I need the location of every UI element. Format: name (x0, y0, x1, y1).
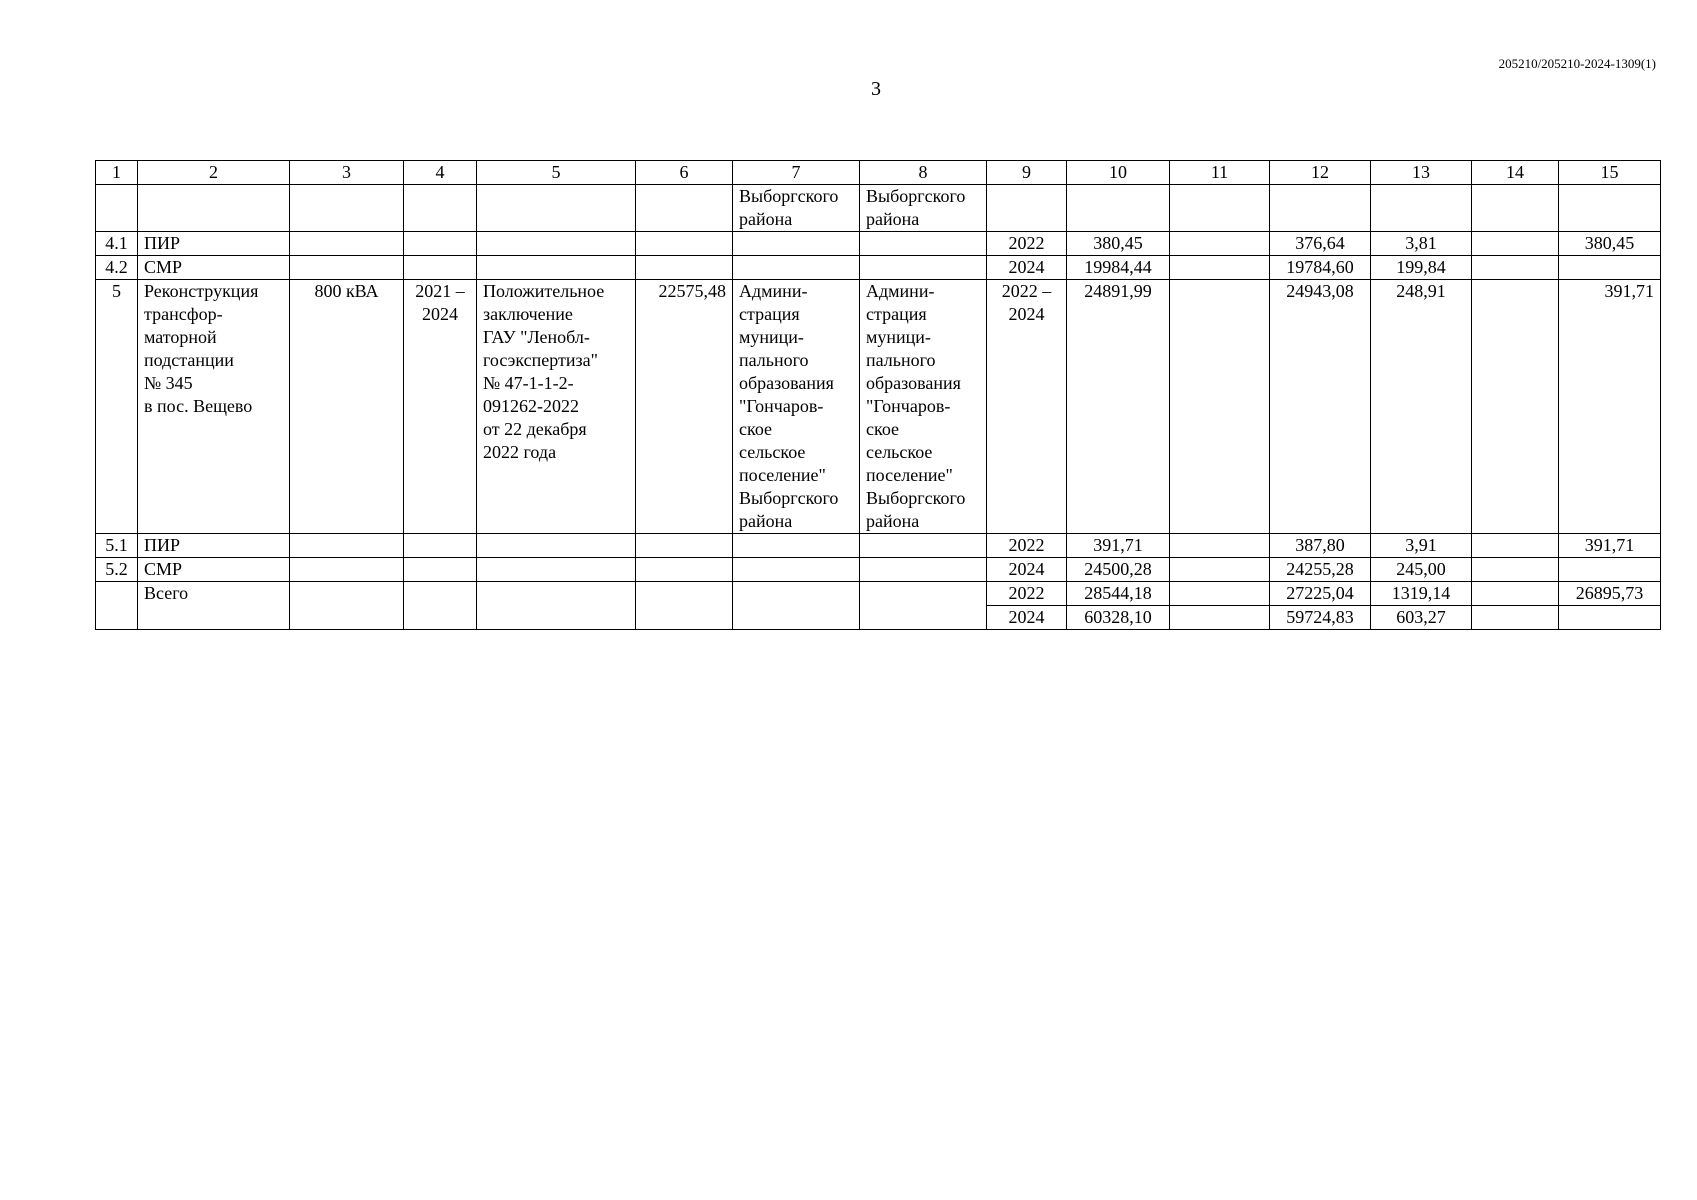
cell-number: 4.2 (96, 256, 138, 280)
cell-col12: 24943,08 (1270, 280, 1371, 534)
cell-developer: Выборгского района (860, 185, 987, 232)
table-row (96, 232, 1661, 256)
cell-col13: 3,91 (1371, 534, 1472, 558)
col-header: 4 (404, 161, 477, 185)
cell-number: 5.1 (96, 534, 138, 558)
cell-year: 2022 – 2024 (987, 280, 1067, 534)
table-row (96, 558, 1661, 582)
cell-col10: 19984,44 (1067, 256, 1170, 280)
col-header: 6 (636, 161, 733, 185)
page-number: 3 (871, 78, 881, 100)
cell-year: 2022 (987, 534, 1067, 558)
cell-number: 5 (96, 280, 138, 534)
document-id: 205210/205210-2024-1309(1) (1498, 56, 1656, 71)
cell-customer: Админи- страция муници- пального образования "Гончаров- ское сельское поселение" Выборгского района (733, 280, 860, 534)
cell-col12: 387,80 (1270, 534, 1371, 558)
cell-col12: 59724,83 (1270, 606, 1371, 630)
cell-col10: 24891,99 (1067, 280, 1170, 534)
cell-col12: 19784,60 (1270, 256, 1371, 280)
program-table (95, 160, 1661, 630)
cell-name: ПИР (138, 534, 290, 558)
col-header: 14 (1472, 161, 1559, 185)
cell-name: ПИР (138, 232, 290, 256)
cell-col13: 245,00 (1371, 558, 1472, 582)
continuation-row (96, 185, 1661, 232)
cell-year: 2024 (987, 606, 1067, 630)
cell-col10: 60328,10 (1067, 606, 1170, 630)
cell-year: 2024 (987, 558, 1067, 582)
cell-col13: 199,84 (1371, 256, 1472, 280)
cell-name: СМР (138, 558, 290, 582)
cell-year: 2024 (987, 256, 1067, 280)
cell-col15: 380,45 (1559, 232, 1661, 256)
col-header: 8 (860, 161, 987, 185)
col-header: 15 (1559, 161, 1661, 185)
cell-period: 2021 – 2024 (404, 280, 477, 534)
column-number-row (96, 161, 1661, 185)
cell-col12: 376,64 (1270, 232, 1371, 256)
cell-total-label: Всего (138, 582, 290, 630)
col-header: 10 (1067, 161, 1170, 185)
cell-col12: 24255,28 (1270, 558, 1371, 582)
col-header: 9 (987, 161, 1067, 185)
col-header: 11 (1170, 161, 1270, 185)
cell-number: 5.2 (96, 558, 138, 582)
cell-col15: 391,71 (1559, 280, 1661, 534)
cell-year: 2022 (987, 582, 1067, 606)
col-header: 12 (1270, 161, 1371, 185)
table-row (96, 280, 1661, 534)
cell-power: 800 кВА (290, 280, 404, 534)
cell-col10: 391,71 (1067, 534, 1170, 558)
cell-col13: 3,81 (1371, 232, 1472, 256)
col-header: 13 (1371, 161, 1472, 185)
cell-year: 2022 (987, 232, 1067, 256)
cell-developer: Админи- страция муници- пального образования "Гончаров- ское сельское поселение" Выборгского района (860, 280, 987, 534)
cell-conclusion: Положительное заключение ГАУ "Ленобл- госэкспертиза" № 47-1-1-2- 091262-2022 от 22 декабря 2022 года (477, 280, 636, 534)
cell-name: Реконструкция трансфор- маторной подстанции № 345 в пос. Вещево (138, 280, 290, 534)
cell-number: 4.1 (96, 232, 138, 256)
cell-col13: 1319,14 (1371, 582, 1472, 606)
cell-col10: 380,45 (1067, 232, 1170, 256)
table-row (96, 534, 1661, 558)
col-header: 2 (138, 161, 290, 185)
cell-col15: 26895,73 (1559, 582, 1661, 606)
total-row (96, 582, 1661, 606)
col-header: 3 (290, 161, 404, 185)
col-header: 7 (733, 161, 860, 185)
cell-col10: 24500,28 (1067, 558, 1170, 582)
cell-col13: 603,27 (1371, 606, 1472, 630)
cell-customer: Выборгского района (733, 185, 860, 232)
cell-name: СМР (138, 256, 290, 280)
cell-col12: 27225,04 (1270, 582, 1371, 606)
cell-col13: 248,91 (1371, 280, 1472, 534)
cell-cost: 22575,48 (636, 280, 733, 534)
cell-col10: 28544,18 (1067, 582, 1170, 606)
cell-col15: 391,71 (1559, 534, 1661, 558)
col-header: 5 (477, 161, 636, 185)
col-header: 1 (96, 161, 138, 185)
table-row (96, 256, 1661, 280)
